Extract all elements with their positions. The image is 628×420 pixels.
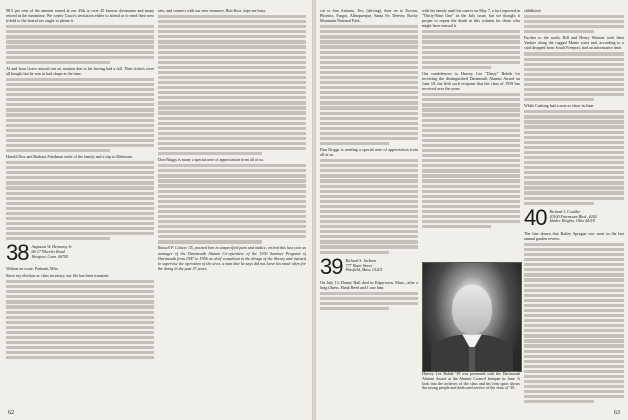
- secretary-address-line: Pittsfield, Mass. 01201: [345, 267, 383, 273]
- body-paragraph: Harold Dox and Barbara Friedman write of the family and a trip to Delaware.: [6, 154, 134, 160]
- text-line: [320, 245, 418, 248]
- text-line: [320, 200, 418, 203]
- text-line: [422, 98, 520, 101]
- class-header-39: [320, 253, 418, 279]
- text-line: [6, 336, 154, 339]
- right-page: [316, 0, 628, 420]
- text-line: [158, 81, 306, 84]
- text-line: [320, 40, 418, 43]
- text-line: [320, 101, 418, 104]
- text-line: [524, 314, 624, 317]
- text-line: [320, 297, 418, 300]
- text-line: [158, 215, 306, 218]
- text-line: [6, 311, 154, 314]
- text-line: [158, 56, 306, 59]
- text-line: [158, 164, 306, 167]
- text-line: [422, 144, 520, 147]
- text-line: [524, 294, 624, 297]
- text-line: [6, 40, 154, 43]
- text-line: [6, 98, 154, 101]
- text-line: [320, 251, 389, 254]
- class-number: 38: [6, 240, 29, 266]
- text-line: [524, 390, 624, 393]
- text-line: [158, 71, 306, 74]
- text-line: [6, 113, 154, 116]
- text-line: [6, 176, 154, 179]
- text-line: [6, 237, 110, 240]
- text-line: [422, 40, 520, 43]
- text-line: [320, 195, 418, 198]
- class-number: 39: [320, 253, 343, 279]
- text-line: [422, 108, 520, 111]
- body-paragraph: Our condolences to Harvey Leo "Dusty" Rohde for receiving the distinguished Dartmouth Alumni Award on June 18, the fifth such recipient that the class of 1939 has received over the years.: [422, 70, 520, 92]
- text-line: [320, 61, 418, 64]
- text-line: [524, 52, 624, 55]
- secretary-address-line: 66-17 Wheeler Road: [31, 249, 65, 255]
- text-line: [320, 66, 418, 69]
- text-line: [422, 190, 520, 193]
- text-line: [6, 149, 110, 152]
- text-line: [422, 159, 520, 162]
- text-line: [6, 35, 154, 38]
- text-line: [158, 20, 306, 23]
- text-line: [6, 30, 154, 33]
- text-line: [320, 106, 418, 109]
- text-line: [158, 61, 306, 64]
- text-line: [320, 71, 418, 74]
- text-line: [422, 134, 520, 137]
- text-line: [158, 25, 306, 28]
- text-line: [524, 375, 624, 378]
- text-line: [158, 76, 306, 79]
- text-line: [524, 263, 624, 266]
- text-line: [158, 142, 306, 145]
- text-line: [524, 360, 624, 363]
- text-line: [422, 124, 520, 127]
- text-line: [6, 119, 154, 122]
- text-line: [524, 93, 624, 96]
- text-line: [6, 134, 154, 137]
- text-line: [524, 380, 624, 383]
- text-line: [6, 181, 154, 184]
- photo-caption: Harvey Lee Rohde '39 was presented with the Dartmouth Alumni Award at the Alumni Council banquet in June. A look into the archives of the class and his firm spirit shows the strong people and dedicated service of the class of '39.: [422, 372, 520, 391]
- text-line: [6, 25, 154, 28]
- text-line: [6, 139, 154, 142]
- text-line: [422, 93, 520, 96]
- text-line: [158, 30, 306, 33]
- text-line: [320, 112, 418, 115]
- text-line: [524, 88, 624, 91]
- body-paragraph: cut to San Antonio, Tex. (driving), then on to Tucson, Phoenix, Fargot, Albuquerque, Santa Fe, Denver, Rocky Mountain National Park.: [320, 8, 418, 24]
- text-line: [524, 304, 624, 307]
- text-line: [524, 370, 624, 373]
- text-line: [524, 68, 624, 71]
- body-paragraph: The fine drawn that Bailey Sprague saw most in the last annual garden review.: [524, 230, 624, 241]
- portrait-photo: [422, 262, 522, 372]
- text-line: [158, 137, 306, 140]
- text-line: [158, 195, 306, 198]
- text-line: [6, 341, 154, 344]
- body-paragraph: Further to the north, Bill and Henry Wermer took their Yankee along the rugged Maine coast and, according to a card dropped from South Freeport, had an informative time.: [524, 35, 624, 51]
- text-line: [524, 273, 624, 276]
- text-line: [6, 144, 154, 147]
- text-line: [524, 289, 624, 292]
- text-line: [6, 88, 154, 91]
- text-line: [158, 205, 306, 208]
- text-line: [422, 113, 520, 116]
- text-line: [320, 45, 418, 48]
- text-line: [6, 280, 154, 283]
- text-line: [320, 179, 418, 182]
- text-line: [320, 302, 418, 305]
- text-line: [524, 344, 624, 347]
- text-line: [524, 278, 624, 281]
- text-line: [158, 91, 306, 94]
- text-line: [524, 319, 624, 322]
- body-paragraph: Al and Joan Grace missed out on reunion due to his having had a fall. Their tickets were all bought but he was in bad shape at the time.: [6, 65, 154, 76]
- text-line: [524, 20, 624, 23]
- text-line: [524, 110, 624, 113]
- text-line: [320, 117, 418, 120]
- text-line: [6, 300, 154, 303]
- text-line: [158, 220, 306, 223]
- text-line: [524, 73, 624, 76]
- text-line: [158, 111, 306, 114]
- text-line: [6, 61, 110, 64]
- text-line: [6, 227, 154, 230]
- text-line: [320, 76, 418, 79]
- text-line: [6, 222, 154, 225]
- text-line: [524, 166, 624, 169]
- text-line: [320, 230, 418, 233]
- text-line: [422, 66, 491, 69]
- text-line: [320, 307, 389, 310]
- text-line: [6, 197, 154, 200]
- text-line: [320, 205, 418, 208]
- text-line: [6, 217, 154, 220]
- text-line: [422, 195, 520, 198]
- text-line: [524, 136, 624, 139]
- text-line: [320, 174, 418, 177]
- text-line: [422, 46, 520, 49]
- body-paragraph: 98.5 per cent of the amount issued at our 45th to over 45 known classmates and many retired in the meantime. We confer Grace's invitation either to attend or to send their new trifold to the lateral sex ought to please it.: [6, 8, 154, 24]
- text-line: [6, 285, 154, 288]
- text-line: [422, 129, 520, 132]
- body-paragraph: childhood.: [524, 8, 542, 13]
- text-line: [320, 225, 418, 228]
- text-line: [6, 326, 154, 329]
- text-line: [422, 149, 520, 152]
- text-line: [320, 51, 418, 54]
- text-line: [422, 51, 520, 54]
- body-paragraph: Since my election as class secretary, my life has been transient.: [6, 273, 110, 279]
- text-line: [158, 240, 262, 243]
- text-line: [524, 253, 624, 256]
- text-line: [158, 86, 306, 89]
- right-column-3: [524, 8, 624, 403]
- text-line: [320, 122, 418, 125]
- text-line: [422, 35, 520, 38]
- text-line: [6, 45, 154, 48]
- text-line: [524, 58, 624, 61]
- text-line: [524, 299, 624, 302]
- text-line: [524, 78, 624, 81]
- text-line: [6, 93, 154, 96]
- text-line: [6, 124, 154, 127]
- memoriam-note: Russell P. Colson '35, praised him in unspecified pain and malice, retired this last year as manager of the Dartmouth Alumni Co-operative of the 1930 Summer Program of Dartmouth from 1947 to 1956 as chief consultant in the design of the library and insisted to supervise the operation of the area, a man that he says did not leave his mind when for the doing in the past 37 years.: [158, 245, 306, 271]
- text-line: [320, 159, 418, 162]
- text-line: [320, 169, 418, 172]
- left-page: [0, 0, 312, 420]
- secretary-address-line: Westport, Conn. 06705: [31, 253, 69, 259]
- text-line: [524, 146, 624, 149]
- secretary-name: Richard J. Coulder: [549, 208, 581, 214]
- text-line: [524, 202, 594, 205]
- text-line: [6, 356, 154, 359]
- class-secretary-info: [549, 208, 596, 224]
- text-line: [158, 169, 306, 172]
- text-line: [158, 96, 306, 99]
- text-line: [6, 129, 154, 132]
- text-line: [320, 235, 418, 238]
- text-line: [320, 132, 418, 135]
- text-line: [320, 56, 418, 59]
- text-line: [422, 174, 520, 177]
- text-line: [524, 176, 624, 179]
- text-line: [320, 185, 418, 188]
- text-line: [524, 98, 594, 101]
- text-line: [158, 152, 262, 155]
- text-line: [158, 184, 306, 187]
- text-line: [158, 51, 306, 54]
- text-line: [6, 161, 154, 164]
- body-paragraph: sets, and connect with our new treasurer, Bob Ross, kept me busy.: [158, 8, 267, 13]
- class-secretary-info: [345, 257, 382, 273]
- text-line: [524, 156, 624, 159]
- text-line: [158, 174, 306, 177]
- text-line: [6, 316, 154, 319]
- text-line: [422, 225, 491, 228]
- text-line: [422, 61, 520, 64]
- text-line: [524, 141, 624, 144]
- body-paragraph: Written en route: Pathank, Miss.: [6, 266, 60, 272]
- text-line: [320, 220, 418, 223]
- text-line: [6, 290, 154, 293]
- text-line: [320, 137, 418, 140]
- class-secretary-info: [31, 243, 72, 259]
- text-line: [422, 220, 520, 223]
- text-line: [422, 103, 520, 106]
- text-line: [6, 78, 154, 81]
- text-line: [158, 117, 306, 120]
- text-line: [158, 132, 306, 135]
- text-line: [422, 179, 520, 182]
- text-line: [422, 169, 520, 172]
- text-line: [320, 215, 418, 218]
- left-column-2: [158, 8, 306, 403]
- text-line: [158, 225, 306, 228]
- right-column-1: [320, 8, 418, 403]
- text-line: [524, 339, 624, 342]
- text-line: [320, 86, 418, 89]
- text-line: [422, 215, 520, 218]
- text-line: [524, 329, 624, 332]
- text-line: [422, 205, 520, 208]
- body-paragraph: Dan Driggs is sending a special note of appreciation from all of us.: [320, 147, 418, 158]
- text-line: [6, 295, 154, 298]
- text-line: [320, 35, 418, 38]
- text-line: [524, 365, 624, 368]
- text-line: [524, 125, 624, 128]
- text-line: [320, 240, 418, 243]
- secretary-address-line: 20100 Fairmount Blvd., #202: [549, 213, 597, 219]
- text-line: [158, 235, 306, 238]
- text-line: [6, 171, 154, 174]
- class-number: 40: [524, 204, 547, 230]
- text-line: [524, 131, 624, 134]
- text-line: [422, 164, 520, 167]
- text-line: [6, 186, 154, 189]
- text-line: [524, 15, 624, 18]
- text-line: [320, 292, 418, 295]
- text-line: [320, 96, 418, 99]
- page-number: 63: [614, 410, 620, 416]
- text-line: [320, 127, 418, 130]
- text-line: [524, 120, 624, 123]
- text-line: [524, 151, 624, 154]
- text-line: [320, 30, 418, 33]
- photo-detail: [452, 285, 491, 335]
- text-line: [6, 232, 154, 235]
- text-line: [6, 56, 154, 59]
- text-line: [524, 63, 624, 66]
- text-line: [524, 243, 624, 246]
- text-line: [158, 66, 306, 69]
- text-line: [524, 268, 624, 271]
- text-line: [524, 161, 624, 164]
- body-paragraph: Don Briggs is many a special note of appreciation from all of us.: [158, 157, 265, 163]
- text-line: [524, 309, 624, 312]
- text-line: [422, 185, 520, 188]
- text-line: [524, 197, 624, 200]
- text-line: [320, 164, 418, 167]
- secretary-address-line: 777 Water Street: [345, 262, 373, 268]
- secretary-name: Augustus W. Hennessy Jr.: [31, 244, 73, 250]
- text-line: [6, 108, 154, 111]
- text-line: [158, 147, 306, 150]
- page-number: 62: [8, 410, 14, 416]
- text-line: [524, 30, 594, 33]
- text-line: [6, 103, 154, 106]
- text-line: [422, 56, 520, 59]
- text-line: [158, 122, 306, 125]
- text-line: [524, 284, 624, 287]
- text-line: [158, 200, 306, 203]
- text-line: [524, 324, 624, 327]
- text-line: [320, 142, 389, 145]
- secretary-name: Richard S. Jackson: [345, 257, 377, 263]
- text-line: [524, 181, 624, 184]
- text-line: [524, 115, 624, 118]
- text-line: [422, 30, 520, 33]
- text-line: [320, 91, 418, 94]
- text-line: [6, 207, 154, 210]
- body-paragraph: While Cushing had a note as show in June.: [524, 103, 595, 109]
- left-column-1: [6, 8, 154, 403]
- text-line: [6, 305, 154, 308]
- text-line: [6, 351, 154, 354]
- text-line: [158, 106, 306, 109]
- text-line: [320, 190, 418, 193]
- text-line: [158, 127, 306, 130]
- text-line: [320, 25, 418, 28]
- text-line: [6, 51, 154, 54]
- text-line: [6, 331, 154, 334]
- text-line: [158, 15, 306, 18]
- class-header-38: [6, 240, 154, 266]
- text-line: [158, 45, 306, 48]
- text-line: [6, 192, 154, 195]
- text-line: [6, 346, 154, 349]
- text-line: [158, 40, 306, 43]
- text-line: [524, 248, 624, 251]
- text-line: [320, 210, 418, 213]
- text-line: [158, 179, 306, 182]
- text-line: [422, 210, 520, 213]
- photo-detail: [469, 347, 475, 371]
- text-line: [6, 166, 154, 169]
- text-line: [524, 258, 624, 261]
- text-line: [320, 81, 418, 84]
- text-line: [524, 25, 624, 28]
- text-line: [6, 321, 154, 324]
- text-line: [524, 350, 624, 353]
- text-line: [6, 202, 154, 205]
- text-line: [422, 139, 520, 142]
- text-line: [158, 230, 306, 233]
- class-header-40: [524, 204, 624, 230]
- text-line: [6, 212, 154, 215]
- text-line: [158, 210, 306, 213]
- secretary-address-line: Shaker Heights, Ohio 44118: [549, 218, 595, 224]
- text-line: [524, 171, 624, 174]
- text-line: [524, 186, 624, 189]
- text-line: [524, 395, 624, 398]
- body-paragraph: with his family until his cancer on May 7, a fact reported in "Thirty-Nine One" in the July issue, but we thought it proper to repeat the death in this column for those who might have missed it.: [422, 8, 520, 29]
- text-line: [524, 334, 624, 337]
- text-line: [422, 119, 520, 122]
- text-line: [158, 190, 306, 193]
- text-line: [524, 191, 624, 194]
- text-line: [158, 101, 306, 104]
- text-line: [422, 154, 520, 157]
- text-line: [422, 200, 520, 203]
- text-line: [524, 355, 624, 358]
- text-line: [524, 385, 624, 388]
- text-line: [524, 83, 624, 86]
- text-line: [524, 400, 594, 403]
- text-line: [158, 35, 306, 38]
- body-paragraph: On July 13, Danny Hall died in Edgartown, Mass., after a long illness. Hank Reed and I saw him.: [320, 279, 418, 290]
- text-line: [6, 83, 154, 86]
